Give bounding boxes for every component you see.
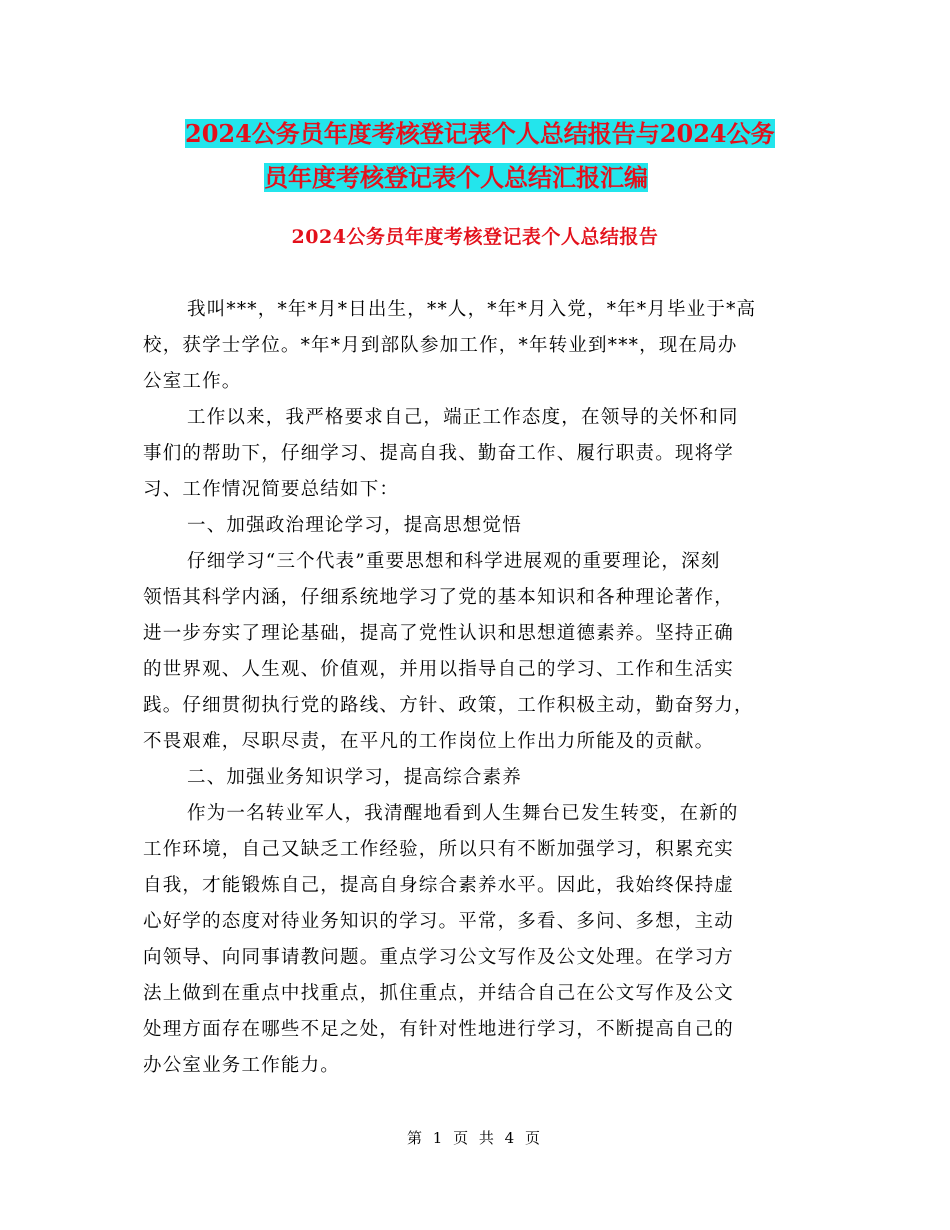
text-line: 向领导、向同事请教问题。重点学习公文写作及公文处理。在学习方 [143, 947, 735, 968]
subheading-text: 一、加强政治理论学习，提高思想觉悟 [187, 515, 522, 536]
text-line: 作为一名转业军人，我清醒地看到人生舞台已发生转变，在新的 [187, 803, 739, 824]
text-line: 法上做到在重点中找重点，抓住重点，并结合自己在公文写作及公文 [143, 983, 735, 1004]
document-title-line-1: 2024公务员年度考核登记表个人总结报告与2024公务 [185, 119, 775, 148]
text-line: 进一步夯实了理论基础，提高了党性认识和思想道德素养。坚持正确 [143, 623, 735, 644]
text-line: 心好学的态度对待业务知识的学习。平常，多看、多问、多想，主动 [143, 911, 735, 932]
text-line: 仔细学习“三个代表”重要思想和科学进展观的重要理论，深刻 [187, 551, 721, 572]
subheading [143, 508, 809, 544]
text-line: 的世界观、人生观、价值观，并用以指导自己的学习、工作和生活实 [143, 659, 735, 680]
subheading [143, 760, 809, 796]
text-line: 事们的帮助下，仔细学习、提高自我、勤奋工作、履行职责。现将学 [143, 443, 735, 464]
paragraph [143, 544, 809, 760]
text-line: 工作以来，我严格要求自己，端正工作态度，在领导的关怀和同 [187, 407, 739, 428]
paragraph [143, 292, 809, 400]
document-title [140, 112, 820, 200]
section-title: 2024公务员年度考核登记表个人总结报告 [291, 226, 659, 248]
subheading-text: 二、加强业务知识学习，提高综合素养 [187, 767, 522, 788]
text-line: 办公室业务工作能力。 [143, 1055, 341, 1076]
text-line: 校，获学士学位。*年*月到部队参加工作，*年转业到***，现在局办 [143, 335, 738, 356]
text-line: 我叫***，*年*月*日出生，**人，*年*月入党，*年*月毕业于*高 [187, 299, 757, 320]
text-line: 领悟其科学内涵，仔细系统地学习了党的基本知识和各种理论著作， [143, 587, 735, 608]
text-line: 践。仔细贯彻执行党的路线、方针、政策，工作积极主动，勤奋努力， [143, 695, 754, 716]
page-footer: 第 1 页 共 4 页 [407, 1129, 543, 1147]
text-line: 工作环境，自己又缺乏工作经验，所以只有不断加强学习，积累充实 [143, 839, 735, 860]
paragraph [143, 400, 809, 508]
text-line: 公室工作。 [143, 371, 242, 392]
paragraph [143, 796, 809, 1084]
document-title-line-2: 员年度考核登记表个人总结汇报汇编 [264, 163, 648, 192]
document-body [143, 292, 809, 1084]
text-line: 不畏艰难，尽职尽责，在平凡的工作岗位上作出力所能及的贡献。 [143, 731, 715, 752]
text-line: 习、工作情况简要总结如下： [143, 479, 400, 500]
text-line: 处理方面存在哪些不足之处，有针对性地进行学习，不断提高自己的 [143, 1019, 735, 1040]
text-line: 自我，才能锻炼自己，提高自身综合素养水平。因此，我始终保持虚 [143, 875, 735, 896]
